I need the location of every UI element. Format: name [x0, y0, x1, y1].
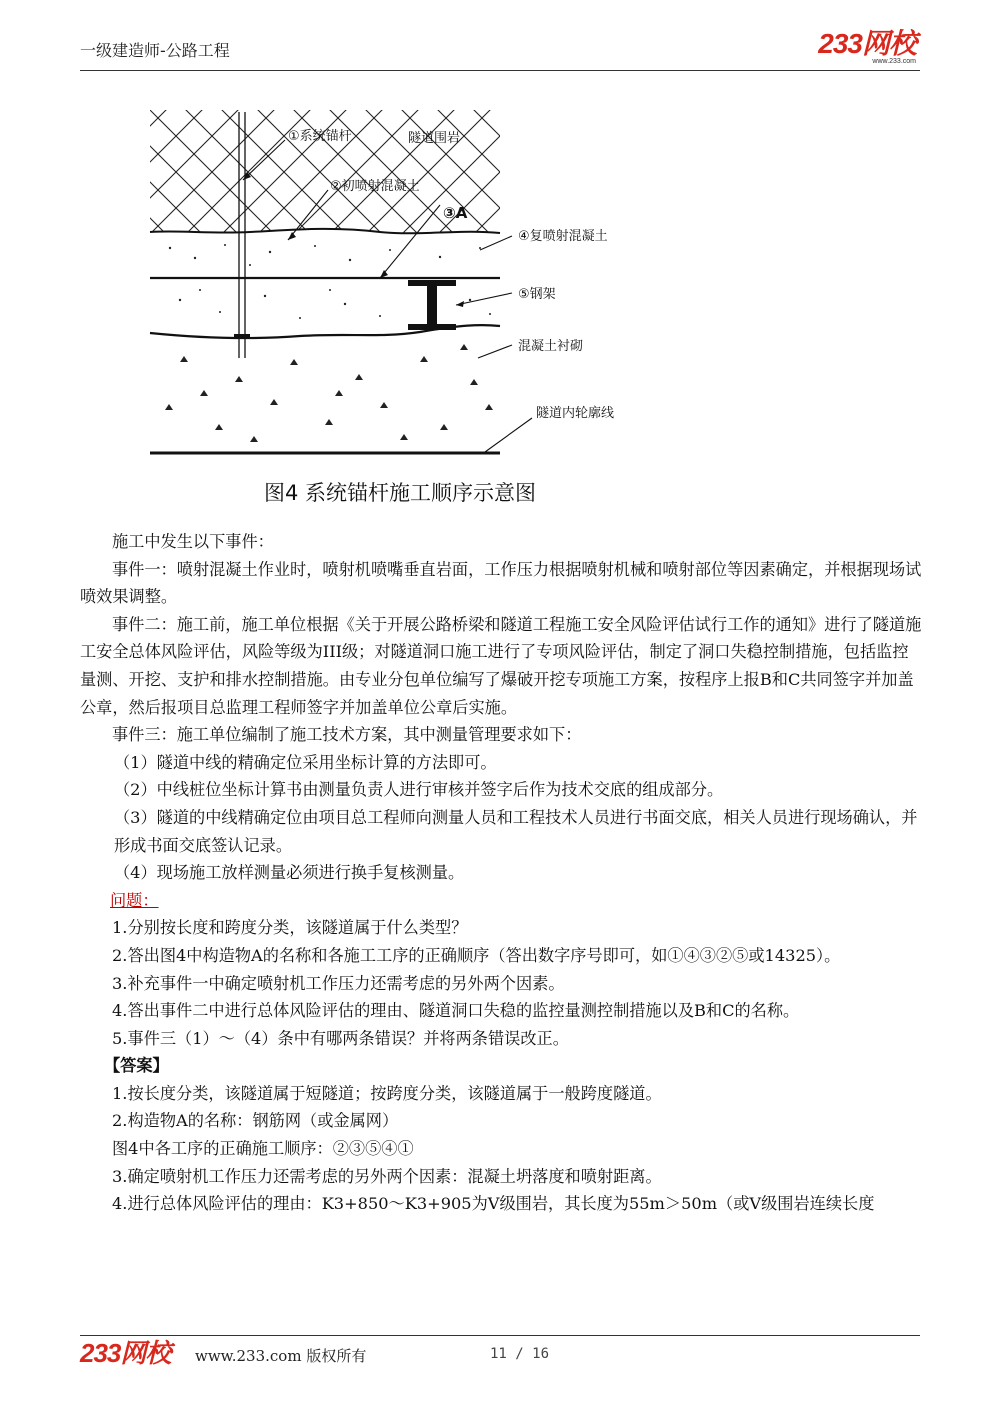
header-divider [80, 70, 920, 71]
list-item: （3）隧道的中线精确定位由项目总工程师向测量人员和工程技术人员进行书面交底，相关人员进行现场确认，并形成书面交底签认记录。 [114, 807, 918, 855]
footer-logo[interactable] [80, 1340, 170, 1366]
label-contour: 隧道内轮廓线 [536, 406, 615, 421]
question-item: 1.分别按长度和跨度分类，该隧道属于什么类型？ [112, 918, 468, 938]
label-rock: 隧道围岩 [408, 131, 461, 146]
brand-logo-text: 233网校 [818, 28, 916, 59]
concrete-aggregate [165, 244, 493, 442]
answer-item: 1.按长度分类，该隧道属于短隧道；按跨度分类，该隧道属于一般跨度隧道。 [112, 1083, 662, 1103]
label-steel: ⑤钢架 [518, 287, 556, 302]
anchor-plate [234, 334, 250, 339]
header-title: 一级建造师-公路工程 [80, 41, 230, 60]
figure-caption: 图4 系统锚杆施工顺序示意图 [263, 481, 537, 505]
question-item: 3.补充事件一中确定喷射机工作压力还需考虑的另外两个因素。 [112, 973, 565, 993]
question-item: 4.答出事件二中进行总体风险评估的理由、隧道洞口失稳的监控量测控制措施以及B和C的名称。 [112, 1001, 800, 1021]
answer-item: 2.构造物A的名称：钢筋网（或金属网） [112, 1111, 399, 1131]
question-item: 5.事件三（1）～（4）条中有哪两条错误？并将两条错误改正。 [112, 1028, 569, 1048]
brand-logo-url: www.233.com [872, 58, 916, 65]
answer-item: 4.进行总体风险评估的理由：K3+850～K3+905为V级围岩，其长度为55m＞50m（或V级围岩连续长度 [112, 1194, 875, 1214]
footer-copyright: www.233.com 版权所有 [195, 1347, 367, 1365]
steel-arch-beam [408, 280, 456, 330]
question-item: 2.答出图4中构造物A的名称和各施工工序的正确顺序（答出数字序号即可，如①④③②⑤或14325）。 [112, 945, 841, 965]
questions-heading: 问题： [110, 890, 159, 910]
answer-item: 图4中各工序的正确施工顺序：②③⑤④① [112, 1139, 414, 1159]
rock-hatch [140, 100, 660, 240]
label-anchor: ①系统锚杆 [288, 129, 352, 144]
figure-4 [140, 100, 660, 475]
label-lining: 混凝土衬砌 [518, 339, 584, 354]
answer-item: 3.确定喷射机工作压力还需考虑的另外两个因素：混凝土坍落度和喷射距离。 [112, 1166, 662, 1186]
list-item: （1）隧道中线的精确定位采用坐标计算的方法即可。 [114, 752, 497, 772]
list-item: （4）现场施工放样测量必须进行换手复核测量。 [114, 863, 465, 883]
paragraph-intro: 施工中发生以下事件： [112, 532, 274, 551]
paragraph-event1: 事件一：喷射混凝土作业时，喷射机喷嘴垂直岩面，工作压力根据喷射机械和喷射部位等因素确定，并根据现场试喷效果调整。 [80, 559, 922, 607]
paragraph-event2: 事件二：施工前，施工单位根据《关于开展公路桥梁和隧道工程施工安全风险评估试行工作的通知》进行了隧道施工安全总体风险评估，风险等级为III级；对隧道洞口施工进行了专项风险评估，制定了洞口失稳控制措施，包括监控量测、开挖、支护和排水控制措施。由专业分包单位编写了爆破开挖专项施工方案，按程序上报B和C共同签字并加盖公章，然后报项目总监理工程师签字并加盖单位公章后实施。 [80, 614, 922, 717]
label-second-shotcrete: ④复喷射混凝土 [518, 229, 608, 244]
label-a: ③A [443, 204, 468, 222]
list-item: （2）中线桩位坐标计算书由测量负责人进行审核并签字后作为技术交底的组成部分。 [114, 780, 724, 800]
answer-heading: 【答案】 [104, 1056, 169, 1076]
brand-logo[interactable] [818, 30, 916, 65]
label-first-shotcrete: ②初喷射混凝土 [330, 179, 420, 194]
footer-divider [80, 1335, 920, 1336]
page-number: 11 / 16 [490, 1346, 550, 1362]
footer-logo-text: 233网校 [80, 1338, 171, 1368]
construction-diagram [140, 100, 660, 475]
document-body [80, 528, 922, 1218]
paragraph-event3: 事件三：施工单位编制了施工技术方案，其中测量管理要求如下： [112, 725, 582, 745]
